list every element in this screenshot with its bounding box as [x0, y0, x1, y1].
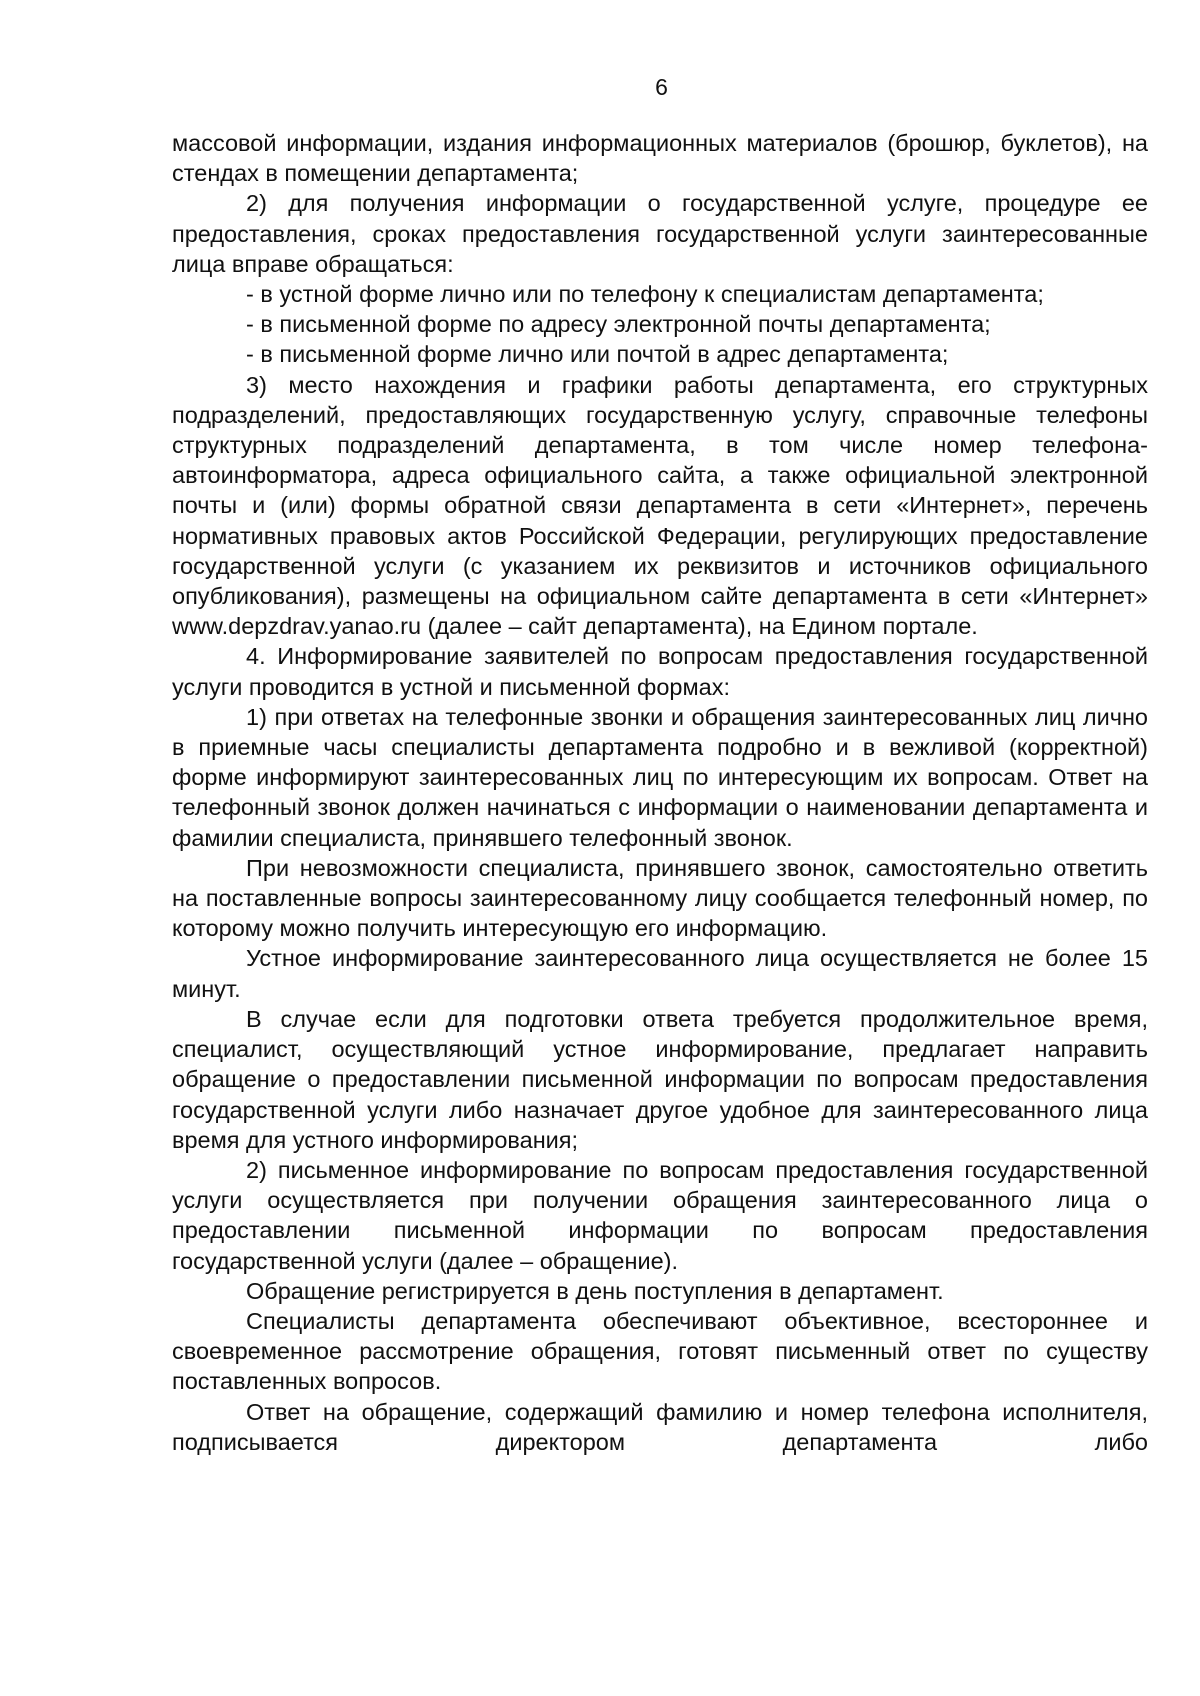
document-body [172, 128, 1148, 1457]
paragraph: массовой информации, издания информационных материалов (брошюр, буклетов), на стендах в помещении департамента; [172, 130, 1148, 187]
paragraph: 3) место нахождения и графики работы департамента, его структурных подразделений, предоставляющих государственную услугу, справочные телефоны структурных подразделений департамента, в том числе номер телефона-автоинформатора, адреса официального сайта, а также официальной электронной почты и (или) формы обратной связи департамента в сети «Интернет», перечень нормативных правовых актов Российской Федерации, регулирующих предоставление государственной услуги (с указанием их реквизитов и источников официального опубликования), размещены на официальном сайте департамента в сети «Интернет» www.depzdrav.yanao.ru (далее – сайт департамента), на Едином портале. [172, 371, 1148, 640]
paragraph: Специалисты департамента обеспечивают объективное, всестороннее и своевременное рассмотрение обращения, готовят письменный ответ по существу поставленных вопросов. [172, 1307, 1148, 1395]
paragraph: 4. Информирование заявителей по вопросам предоставления государственной услуги проводится в устной и письменной формах: [172, 643, 1148, 700]
page-number: 6 [655, 74, 668, 100]
paragraph: При невозможности специалиста, принявшего звонок, самостоятельно ответить на поставленные вопросы заинтересованному лицу сообщается телефонный номер, по которому можно получить интересующую его информацию. [172, 854, 1148, 942]
paragraph: 2) письменное информирование по вопросам предоставления государственной услуги осуществляется при получении обращения заинтересованного лица о предоставлении письменной информации по вопросам предоставления государственной услуги (далее – обращение). [172, 1156, 1148, 1274]
list-item: - в письменной форме по адресу электронной почты департамента; [246, 311, 991, 338]
paragraph: Ответ на обращение, содержащий фамилию и номер телефона исполнителя, подписывается директором департамента либо [172, 1398, 1148, 1455]
list-item: - в устной форме лично или по телефону к специалистам департамента; [246, 281, 1044, 308]
paragraph: 1) при ответах на телефонные звонки и обращения заинтересованных лиц лично в приемные часы специалисты департамента подробно и в вежливой (корректной) форме информируют заинтересованных лиц по интересующим их вопросам. Ответ на телефонный звонок должен начинаться с информации о наименовании департамента и фамилии специалиста, принявшего телефонный звонок. [172, 703, 1148, 851]
paragraph: Устное информирование заинтересованного лица осуществляется не более 15 минут. [172, 945, 1148, 1002]
paragraph: В случае если для подготовки ответа требуется продолжительное время, специалист, осуществляющий устное информирование, предлагает направить обращение о предоставлении письменной информации по вопросам предоставления государственной услуги либо назначает другое удобное для заинтересованного лица время для устного информирования; [172, 1005, 1148, 1153]
paragraph: Обращение регистрируется в день поступления в департамент. [246, 1277, 944, 1304]
list-item: - в письменной форме лично или почтой в адрес департамента; [246, 341, 949, 368]
paragraph: 2) для получения информации о государственной услуге, процедуре ее предоставления, сроках предоставления государственной услуги заинтересованные лица вправе обращаться: [172, 190, 1148, 277]
